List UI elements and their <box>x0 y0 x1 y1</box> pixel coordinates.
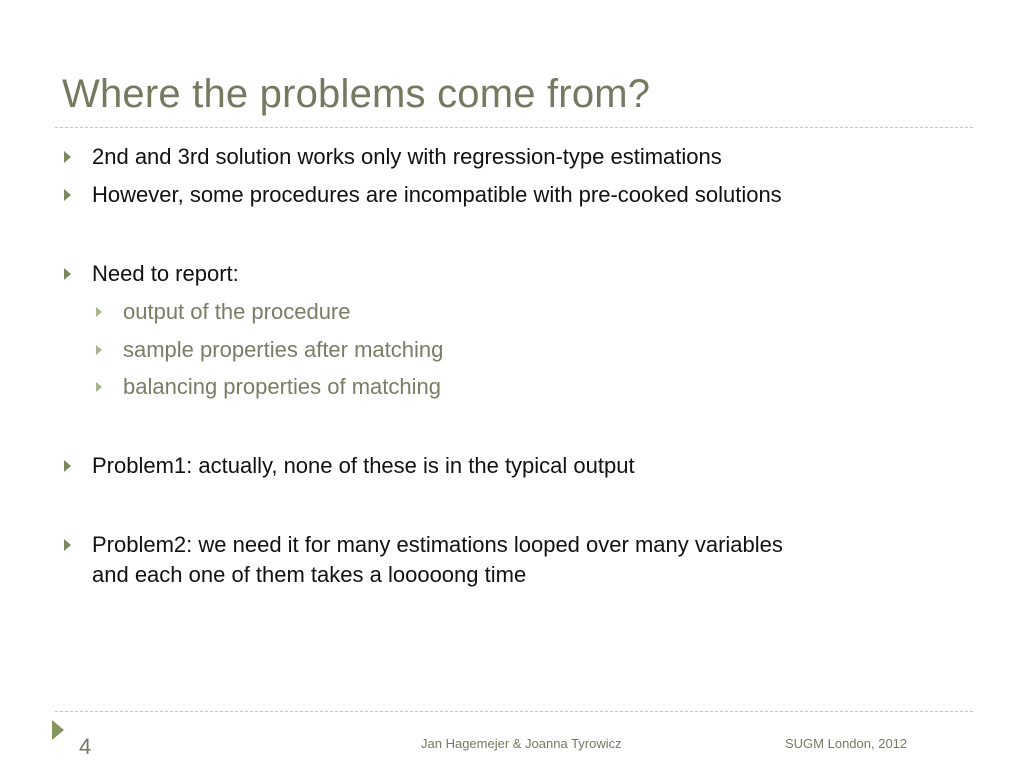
bullet-arrow-icon <box>64 151 71 163</box>
bullet-arrow-icon <box>64 460 71 472</box>
bullet-text: 2nd and 3rd solution works only with regression-type estimations <box>92 144 722 169</box>
sub-bullet-text: output of the procedure <box>123 299 351 324</box>
slide-title: Where the problems come from? <box>62 72 651 116</box>
bullet-arrow-icon <box>64 189 71 201</box>
sub-bullet-arrow-icon <box>96 345 102 355</box>
title-divider <box>55 127 973 128</box>
footer-arrow-icon <box>52 720 64 740</box>
bullet-text-line-2: and each one of them takes a looooong time <box>92 562 527 587</box>
footer-event: SUGM London, 2012 <box>785 736 908 751</box>
page-number: 4 <box>79 734 92 759</box>
sub-bullet-text: balancing properties of matching <box>123 374 441 399</box>
bullet-text: Problem1: actually, none of these is in the typical output <box>92 453 635 478</box>
sub-bullet-arrow-icon <box>96 382 102 392</box>
footer-divider <box>55 711 973 712</box>
bullet-text: However, some procedures are incompatible with pre-cooked solutions <box>92 182 782 207</box>
bullet-arrow-icon <box>64 268 71 280</box>
sub-bullet-arrow-icon <box>96 307 102 317</box>
bullet-text: Need to report: <box>92 261 239 286</box>
bullet-arrow-icon <box>64 539 71 551</box>
sub-bullet-text: sample properties after matching <box>123 337 444 362</box>
bullet-text-line-1: Problem2: we need it for many estimations looped over many variables <box>92 532 783 557</box>
footer-authors: Jan Hagemejer & Joanna Tyrowicz <box>421 736 622 751</box>
